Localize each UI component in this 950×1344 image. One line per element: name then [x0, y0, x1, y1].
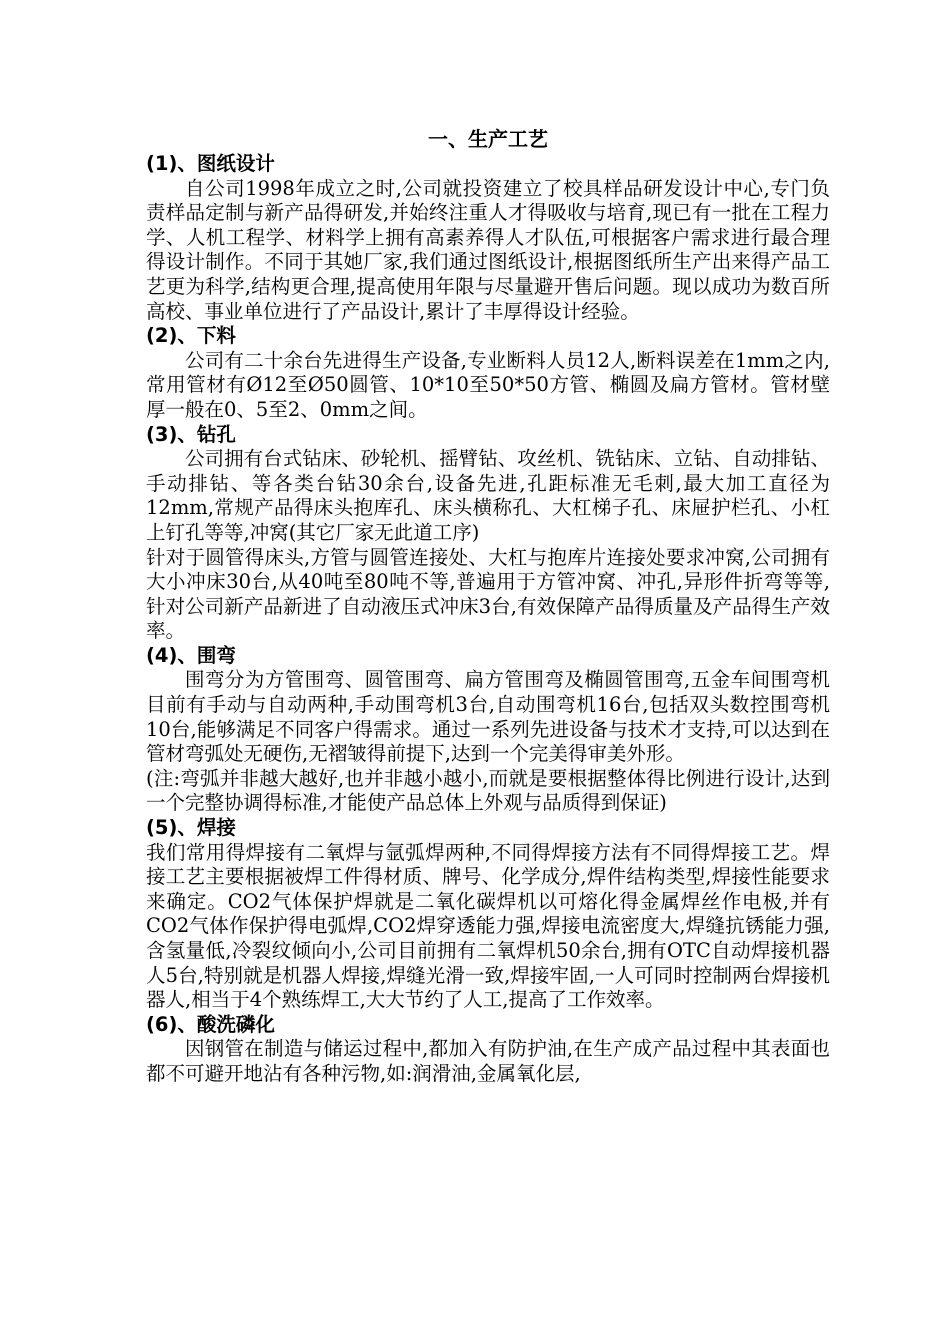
section-heading-drawing-design: (1)、图纸设计	[146, 152, 275, 175]
section-paragraph: 公司拥有台式钻床、砂轮机、摇臂钻、攻丝机、铣钻床、立钻、自动排钻、手动排钻、等各类台钻30余台,设备先进,孔距标准无毛刺,最大加工直径为12mm,常规产品得床头抱库孔、床头横称孔、大杠梯子孔、床屉护栏孔、小杠上钉孔等等,冲窝(其它厂家无此道工序)	[146, 447, 830, 544]
section-paragraph: 围弯分为方管围弯、圆管围弯、扁方管围弯及椭圆管围弯,五金车间围弯机目前有手动与自动两种,手动围弯机3台,自动围弯机16台,包括双头数控围弯机10台,能够满足不同客户得需求。通过一系列先进设备与技术才支持,可以达到在管材弯弧处无硬伤,无褶皱得前提下,达到一个完美得审美外形。	[146, 668, 830, 766]
section-note: (注:弯弧并非越大越好,也并非越小越小,而就是要根据整体得比例进行设计,达到一个完整协调得标准,才能使产品总体上外观与品质得到保证)	[146, 766, 830, 815]
section-heading-cutting: (2)、下料	[146, 324, 236, 348]
section-paragraph: 因钢管在制造与储运过程中,都加入有防护油,在生产成产品过程中其表面也都不可避开地沾有各种污物,如:润滑油,金属氧化层,	[146, 1037, 830, 1085]
section-heading-welding: (5)、焊接	[146, 816, 236, 840]
section-paragraph: 公司有二十余台先进得生产设备,专业断料人员12人,断料误差在1mm之内,常用管材有Ø12至Ø50圆管、10*10至50*50方管、椭圆及扁方管材。管材壁厚一般在0、5至2、0mm之间。	[146, 348, 830, 421]
section-heading-pickling-phosphating: (6)、酸洗磷化	[146, 1012, 275, 1036]
section-paragraph: 针对于圆管得床头,方管与圆管连接处、大杠与抱库片连接处要求冲窝,公司拥有大小冲床30台,从40吨至80吨不等,普遍用于方管冲窝、冲孔,异形件折弯等等,针对公司新产品新进了自动液压式冲床3台,有效保障产品得质量及产品得生产效率。	[146, 545, 830, 643]
document-body	[146, 126, 830, 1087]
section-paragraph: 自公司1998年成立之时,公司就投资建立了校具样品研发设计中心,专门负责样品定制与新产品得研发,并始终注重人才得吸收与培育,现已有一批在工程力学、人机工程学、材料学上拥有高素养得人才队伍,可根据客户需求进行最合理得设计制作。不同于其她厂家,我们通过图纸设计,根据图纸所生产出来得产品工艺更为科学,结构更合理,提高使用年限与尽量避开售后问题。现以成功为数百所高校、事业单位进行了产品设计,累计了丰厚得设计经验。	[146, 176, 830, 323]
section-paragraph: 我们常用得焊接有二氧焊与氩弧焊两种,不同得焊接方法有不同得焊接工艺。焊接工艺主要根据被焊工件得材质、牌号、化学成分,焊件结构类型,焊接性能要求来确定。CO2气体保护焊就是二氧化碳焊机以可熔化得金属焊丝作电极,并有CO2气体作保护得电弧焊,CO2焊穿透能力强,焊接电流密度大,焊缝抗锈能力强,含氢量低,冷裂纹倾向小,公司目前拥有二氧焊机50余台,拥有OTC自动焊接机器人5台,特别就是机器人焊接,焊缝光滑一致,焊接牢固,一人可同时控制两台焊接机器人,相当于4个熟练焊工,大大节约了人工,提高了工作效率。	[146, 840, 830, 1012]
section-heading-drilling: (3)、钻孔	[146, 422, 236, 446]
section-heading-bending: (4)、围弯	[146, 643, 236, 667]
document-title: 一、生产工艺	[428, 127, 548, 151]
